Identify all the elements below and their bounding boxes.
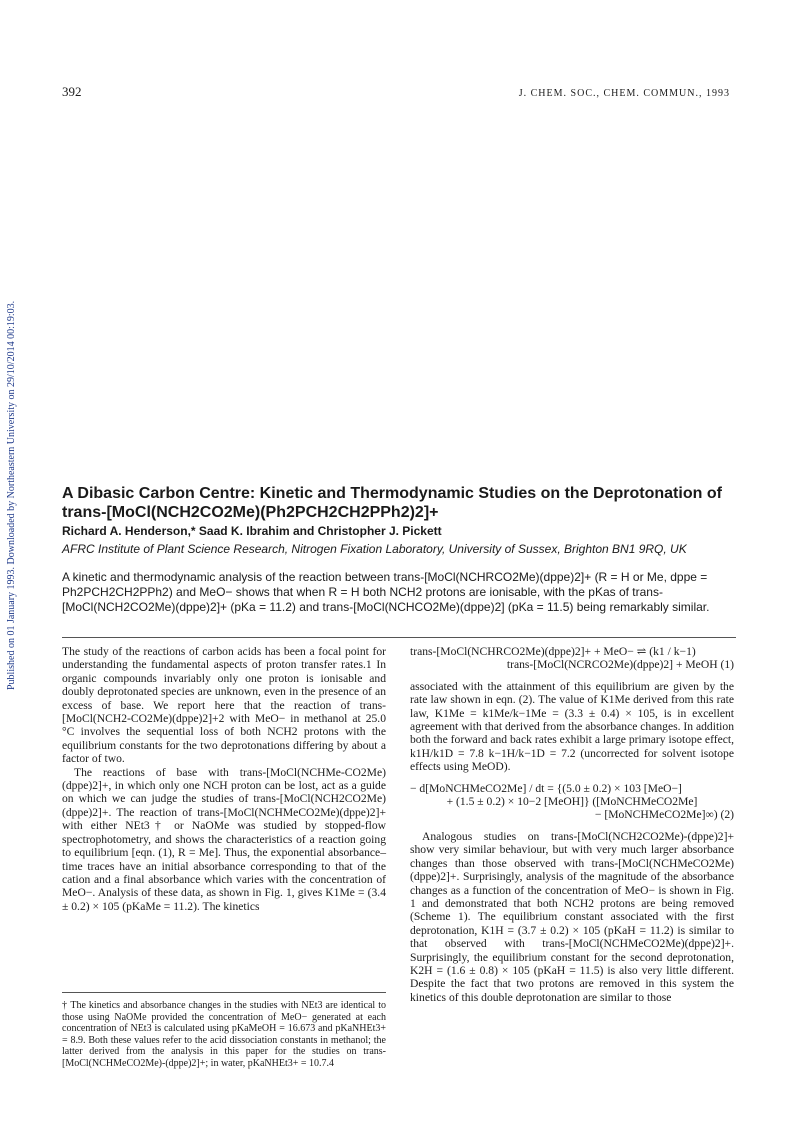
footnote-divider bbox=[62, 992, 386, 993]
equation-1-line-1: trans-[MoCl(NCHRCO2Me)(dppe)2]+ + MeO− ⇌ (k1 / k−1) bbox=[410, 645, 696, 658]
article-authors: Richard A. Henderson,* Saad K. Ibrahim and Christopher J. Pickett bbox=[62, 524, 442, 538]
equation-2-line-3: − [MoNCHMeCO2Me]∞) (2) bbox=[594, 808, 734, 822]
equation-2-line-1: − d[MoNCHMeCO2Me] / dt = {(5.0 ± 0.2) × 103 [MeO−] bbox=[410, 781, 682, 795]
right-paragraph-2: Analogous studies on trans-[MoCl(NCH2CO2Me)-(dppe)2]+ show very similar behaviour, but with very much larger absorbance changes than those observed with trans-[MoCl(NCHMeCO2Me)(dppe)2]+. Surprisingly, analysis of the magnitude of the absorbance changes as a function of the concentration of MeO− is shown in Fig. 1 and demonstrated that both NCH2 protons are being removed (Scheme 1). The equilibrium constant associated with the first deprotonation, K1H = (3.7 ± 0.2) × 105 (pKaH = 11.2) is similar to that observed with trans-[MoCl(NCHMeCO2Me)(dppe)2]+. Surprisingly, the equilibrium constant for the second deprotonation, K2H = (1.6 ± 0.8) × 105 (pKaH = 11.5) is also very little different. Despite the fact that two protons are removed in this system the kinetics of this double deprotonation are similar to those bbox=[410, 829, 734, 1004]
running-head: J. CHEM. SOC., CHEM. COMMUN., 1993 bbox=[518, 88, 730, 99]
publication-sidebar bbox=[4, 250, 20, 690]
right-column bbox=[410, 645, 734, 1004]
equation-2-line-2: + (1.5 ± 0.2) × 10−2 [MeOH]} ([MoNCHMeCO2Me] bbox=[446, 795, 698, 809]
left-paragraph-1: The study of the reactions of carbon acids has been a focal point for understanding the fundamental aspects of proton transfer rates.1 In organic compounds invariably only one proton is ionisable and doubly deprotonated species are unknown, even in the presence of an excess of base. We report here that the reaction of trans-[MoCl(NCH2-CO2Me)(dppe)2]+2 with MeO− in methanol at 25.0 °C involves the sequential loss of both NCH2 protons with the equilibrium constants for the two deprotonations differing by about a factor of two. bbox=[62, 645, 386, 766]
page-number: 392 bbox=[62, 84, 82, 99]
article-title: A Dibasic Carbon Centre: Kinetic and Thermodynamic Studies on the Deprotonation of trans-[MoCl(NCH2CO2Me)(Ph2PCH2CH2PPh2)2]+ bbox=[62, 485, 722, 521]
publication-sidebar-text[interactable]: Published on 01 January 1993. Downloaded by Northeastern University on 29/10/2014 00:19:03. bbox=[6, 300, 17, 690]
footnote: † The kinetics and absorbance changes in the studies with NEt3 are identical to those using NaOMe provided the concentration of MeO− generated at each concentration of NEt3 is calculated using pKaMeOH = 16.673 and pKaNHEt3+ = 8.9. Both these values refer to the acid dissociation constants in methanol; the latter derived from the analysis in this paper for the studies on trans-[MoCl(NCHMeCO2Me)-(dppe)2]+; in water, pKaNHEt3+ = 10.7.4 bbox=[62, 1000, 386, 1069]
right-paragraph-1: associated with the attainment of this equilibrium are given by the rate law shown in eqn. (2). The value of K1Me derived from this rate law, K1Me = k1Me/k−1Me = (3.3 ± 0.4) × 105, is in excellent agreement with that derived from the absorbance changes. In addition both the forward and back rates exhibit a large primary isotope effect, k1H/k1D = 7.8 k−1H/k−1D = 7.2 (uncorrected for solvent isotope effects using MeOD). bbox=[410, 679, 734, 774]
article-abstract: A kinetic and thermodynamic analysis of the reaction between trans-[MoCl(NCHRCO2Me)(dppe)2]+ (R = H or Me, dppe = Ph2PCH2CH2PPh2) and MeO− shows that when R = H both NCH2 protons are ionisable, with the pKas of trans-[MoCl(NCH2CO2Me)(dppe)2]+ (pKa = 11.2) and trans-[MoCl(NCHCO2Me)(dppe)2] (pKa = 11.5) being remarkably similar. bbox=[62, 570, 710, 614]
left-paragraph-2: The reactions of base with trans-[MoCl(NCHMe-CO2Me)(dppe)2]+, in which only one NCH proton can be lost, act as a guide on which we can judge the studies of trans-[MoCl(NCH2CO2Me)(dppe)2]+. The reaction of trans-[MoCl(NCHMeCO2Me)(dppe)2]+ with either NEt3† or NaOMe was studied by stopped-flow spectrophotometry, and shows the characteristics of a reaction going to equilibrium [eqn. (1), R = Me]. Thus, the exponential absorbance–time traces have an initial absorbance corresponding to that of the cation and a final absorbance which varies with the concentration of MeO−. Analysis of these data, as shown in Fig. 1, gives K1Me = (3.4 ± 0.2) × 105 (pKaMe = 11.2). The kinetics bbox=[62, 765, 386, 913]
left-column bbox=[62, 645, 386, 913]
article-affiliation: AFRC Institute of Plant Science Research, Nitrogen Fixation Laboratory, University of Sussex, Brighton BN1 9RQ, UK bbox=[62, 542, 687, 556]
abstract-divider bbox=[62, 637, 736, 638]
equation-1-line-2: trans-[MoCl(NCRCO2Me)(dppe)2] + MeOH (1) bbox=[506, 658, 734, 672]
